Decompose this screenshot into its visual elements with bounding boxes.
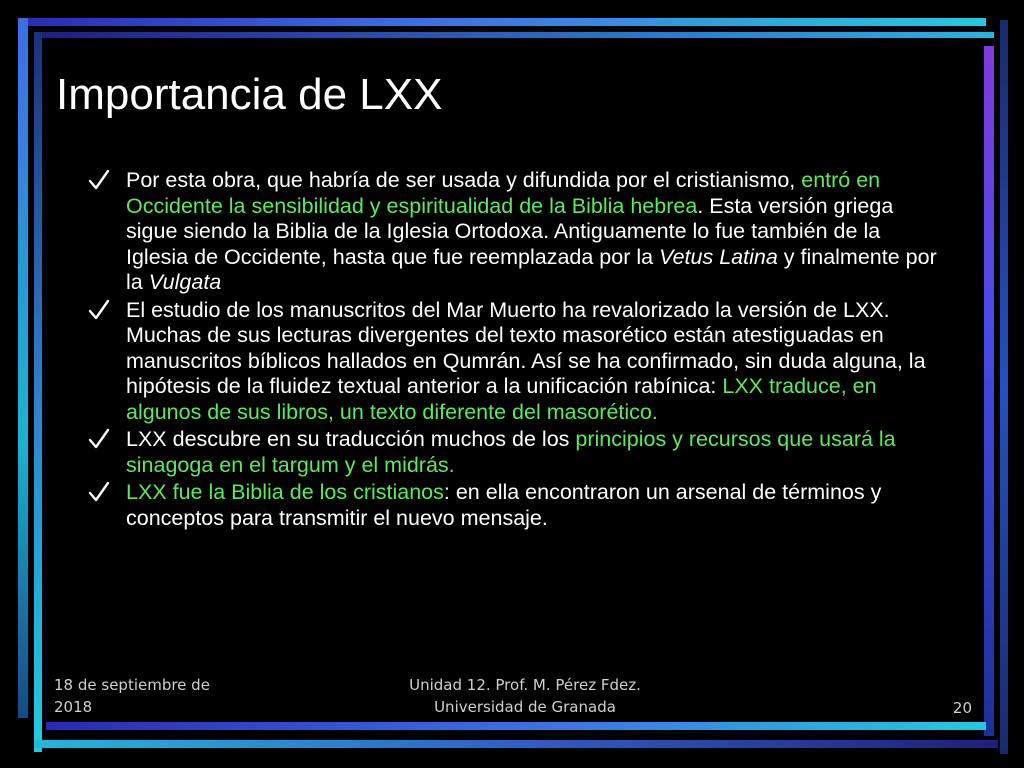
frame-bar-right-inner bbox=[984, 46, 994, 736]
check-mark-icon bbox=[88, 298, 110, 322]
bullet-item bbox=[88, 298, 948, 426]
check-mark-icon bbox=[88, 480, 110, 504]
bullet-item bbox=[88, 480, 948, 531]
frame-bar-bottom bbox=[34, 740, 998, 748]
footer-date-line: 2018 bbox=[54, 698, 93, 716]
frame-bar-bottom-inner bbox=[46, 722, 986, 730]
frame-bar-top-inner bbox=[34, 32, 994, 38]
bullet-highlight: entró en Occidente la sensibilidad y espiritualidad de la Biblia hebrea bbox=[126, 168, 881, 218]
footer-author-line: Unidad 12. Prof. M. Pérez Fdez. bbox=[409, 676, 641, 694]
bullet-text: Por esta obra, que habría de ser usada y difundida por el cristianismo, bbox=[126, 168, 802, 192]
bullet-text: El estudio de los manuscritos del Mar Muerto ha revalorizado la versión de LXX. Muchas de sus lecturas divergentes del texto masorético están atestiguadas en manuscritos bíblicos hallados en Qumrán. Así se ha confirmado, sin duda alguna, la hipótesis de la fluidez textual anterior a la unificación rabínica: bbox=[126, 297, 926, 398]
slide-title: Importancia de LXX bbox=[56, 70, 443, 119]
bullet-text: y finalmente por la bbox=[126, 244, 937, 294]
bullet-italic: Vulgata bbox=[148, 270, 222, 294]
bullet-list bbox=[88, 168, 948, 533]
footer-author-line: Universidad de Granada bbox=[434, 698, 616, 716]
bullet-highlight: LXX fue la Biblia de los cristianos bbox=[126, 480, 444, 504]
slide-number: 20 bbox=[952, 699, 972, 717]
bullet-italic: Vetus Latina bbox=[659, 244, 778, 269]
bullet-text: : en ella encontraron un arsenal de términos y conceptos para transmitir el nuevo mensaje. bbox=[126, 480, 882, 530]
frame-bar-left-inner bbox=[34, 32, 42, 752]
bullet-item bbox=[88, 168, 948, 296]
bullet-item bbox=[88, 427, 948, 478]
frame-bar-right bbox=[1000, 20, 1008, 754]
bullet-highlight: principios y recursos que usará la sinagoga en el targum y el midrás. bbox=[126, 427, 896, 477]
bullet-highlight: LXX traduce, en algunos de sus libros, un texto diferente del masorético. bbox=[126, 374, 877, 424]
frame-bar-top bbox=[18, 18, 986, 26]
frame-bar-left bbox=[18, 18, 28, 718]
check-mark-icon bbox=[88, 168, 110, 192]
footer-date bbox=[54, 674, 254, 718]
bullet-text: . Esta versión griega sigue siendo la Biblia de la Iglesia Ortodoxa. Antiguamente lo fue también de la Iglesia de Occidente, hasta que fue reemplazada por la bbox=[126, 193, 894, 269]
footer-date-line: 18 de septiembre de bbox=[54, 676, 210, 694]
footer-author bbox=[330, 674, 720, 718]
check-mark-icon bbox=[88, 427, 110, 451]
bullet-text: LXX descubre en su traducción muchos de los bbox=[126, 427, 576, 451]
